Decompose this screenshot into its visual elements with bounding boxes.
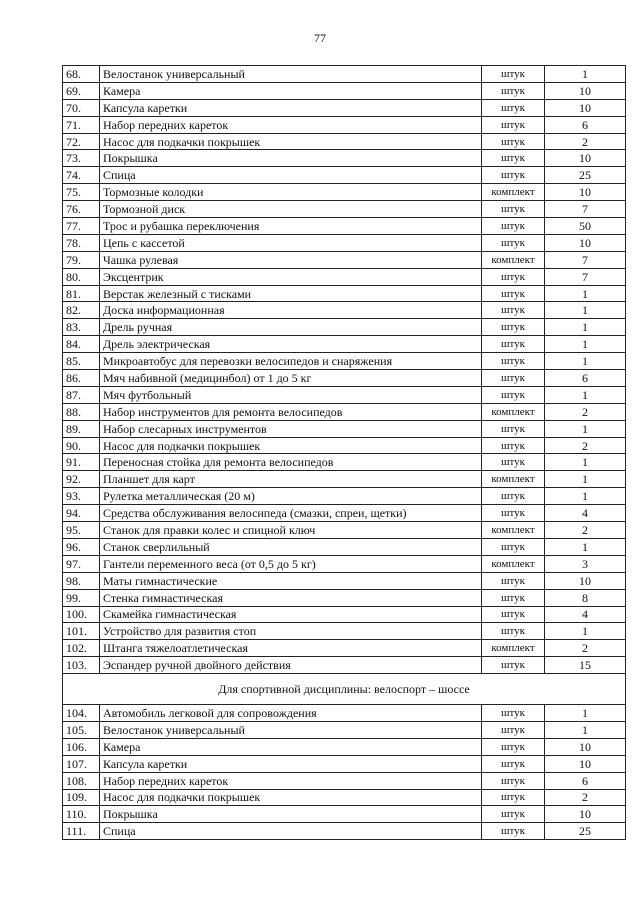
quantity-cell: 3 — [545, 555, 626, 572]
table-row — [63, 572, 626, 589]
item-name: Насос для подкачки покрышек — [100, 133, 482, 150]
row-number: 105. — [63, 721, 100, 738]
row-number: 94. — [63, 505, 100, 522]
row-number: 100. — [63, 606, 100, 623]
table-row — [63, 823, 626, 840]
table-row — [63, 116, 626, 133]
table-row — [63, 420, 626, 437]
quantity-cell: 7 — [545, 251, 626, 268]
table-row — [63, 99, 626, 116]
table-row — [63, 721, 626, 738]
unit-cell: штук — [482, 302, 545, 319]
row-number: 71. — [63, 116, 100, 133]
table-body-after — [63, 705, 626, 840]
item-name: Покрышка — [100, 150, 482, 167]
quantity-cell: 15 — [545, 657, 626, 674]
item-name: Насос для подкачки покрышек — [100, 437, 482, 454]
quantity-cell: 10 — [545, 572, 626, 589]
table-row — [63, 319, 626, 336]
row-number: 76. — [63, 201, 100, 218]
unit-cell: штук — [482, 167, 545, 184]
table-row — [63, 755, 626, 772]
row-number: 104. — [63, 705, 100, 722]
unit-cell: штук — [482, 150, 545, 167]
unit-cell: штук — [482, 66, 545, 83]
unit-cell: штук — [482, 234, 545, 251]
unit-cell: штук — [482, 705, 545, 722]
item-name: Камера — [100, 82, 482, 99]
quantity-cell: 10 — [545, 755, 626, 772]
item-name: Тормозные колодки — [100, 184, 482, 201]
row-number: 72. — [63, 133, 100, 150]
quantity-cell: 1 — [545, 66, 626, 83]
item-name: Рулетка металлическая (20 м) — [100, 488, 482, 505]
item-name: Набор передних кареток — [100, 772, 482, 789]
item-name: Автомобиль легковой для сопровождения — [100, 705, 482, 722]
unit-cell: штук — [482, 772, 545, 789]
table-row — [63, 251, 626, 268]
quantity-cell: 1 — [545, 705, 626, 722]
unit-cell: штук — [482, 806, 545, 823]
unit-cell: штук — [482, 823, 545, 840]
section-heading-body — [63, 674, 626, 705]
quantity-cell: 1 — [545, 420, 626, 437]
table-row — [63, 806, 626, 823]
item-name: Штанга тяжелоатлетическая — [100, 640, 482, 657]
table-row — [63, 705, 626, 722]
quantity-cell: 25 — [545, 167, 626, 184]
row-number: 80. — [63, 268, 100, 285]
quantity-cell: 2 — [545, 133, 626, 150]
quantity-cell: 2 — [545, 403, 626, 420]
quantity-cell: 1 — [545, 488, 626, 505]
unit-cell: штук — [482, 538, 545, 555]
item-name: Камера — [100, 738, 482, 755]
quantity-cell: 10 — [545, 82, 626, 99]
table-row — [63, 218, 626, 235]
unit-cell: штук — [482, 82, 545, 99]
row-number: 79. — [63, 251, 100, 268]
unit-cell: штук — [482, 285, 545, 302]
item-name: Планшет для карт — [100, 471, 482, 488]
unit-cell: штук — [482, 606, 545, 623]
table-row — [63, 370, 626, 387]
item-name: Мяч набивной (медицинбол) от 1 до 5 кг — [100, 370, 482, 387]
table-row — [63, 268, 626, 285]
row-number: 93. — [63, 488, 100, 505]
item-name: Капсула каретки — [100, 755, 482, 772]
unit-cell: комплект — [482, 471, 545, 488]
table-row — [63, 437, 626, 454]
quantity-cell: 6 — [545, 370, 626, 387]
unit-cell: комплект — [482, 184, 545, 201]
row-number: 86. — [63, 370, 100, 387]
quantity-cell: 2 — [545, 789, 626, 806]
unit-cell: штук — [482, 589, 545, 606]
table-row — [63, 285, 626, 302]
item-name: Чашка рулевая — [100, 251, 482, 268]
row-number: 107. — [63, 755, 100, 772]
table-row — [63, 184, 626, 201]
quantity-cell: 10 — [545, 806, 626, 823]
table-row — [63, 201, 626, 218]
table-row — [63, 538, 626, 555]
quantity-cell: 1 — [545, 285, 626, 302]
item-name: Доска информационная — [100, 302, 482, 319]
item-name: Средства обслуживания велосипеда (смазки, спреи, щетки) — [100, 505, 482, 522]
quantity-cell: 1 — [545, 319, 626, 336]
table-row — [63, 66, 626, 83]
item-name: Спица — [100, 823, 482, 840]
row-number: 91. — [63, 454, 100, 471]
table-row — [63, 488, 626, 505]
item-name: Спица — [100, 167, 482, 184]
unit-cell: штук — [482, 488, 545, 505]
table-row — [63, 403, 626, 420]
quantity-cell: 1 — [545, 538, 626, 555]
item-name: Набор инструментов для ремонта велосипедов — [100, 403, 482, 420]
item-name: Эксцентрик — [100, 268, 482, 285]
quantity-cell: 1 — [545, 623, 626, 640]
unit-cell: комплект — [482, 555, 545, 572]
unit-cell: комплект — [482, 251, 545, 268]
table-row — [63, 606, 626, 623]
unit-cell: комплект — [482, 522, 545, 539]
row-number: 99. — [63, 589, 100, 606]
quantity-cell: 1 — [545, 471, 626, 488]
equipment-table — [62, 65, 626, 840]
row-number: 110. — [63, 806, 100, 823]
item-name: Эспандер ручной двойного действия — [100, 657, 482, 674]
unit-cell: штук — [482, 420, 545, 437]
quantity-cell: 2 — [545, 522, 626, 539]
quantity-cell: 10 — [545, 150, 626, 167]
quantity-cell: 6 — [545, 116, 626, 133]
unit-cell: штук — [482, 623, 545, 640]
row-number: 74. — [63, 167, 100, 184]
section-heading-row — [63, 674, 626, 705]
unit-cell: штук — [482, 657, 545, 674]
row-number: 89. — [63, 420, 100, 437]
table-row — [63, 738, 626, 755]
quantity-cell: 7 — [545, 268, 626, 285]
quantity-cell: 8 — [545, 589, 626, 606]
row-number: 88. — [63, 403, 100, 420]
quantity-cell: 7 — [545, 201, 626, 218]
unit-cell: штук — [482, 437, 545, 454]
row-number: 70. — [63, 99, 100, 116]
quantity-cell: 10 — [545, 738, 626, 755]
item-name: Набор передних кареток — [100, 116, 482, 133]
item-name: Велостанок универсальный — [100, 721, 482, 738]
table-row — [63, 234, 626, 251]
quantity-cell: 50 — [545, 218, 626, 235]
item-name: Станок сверлильный — [100, 538, 482, 555]
row-number: 106. — [63, 738, 100, 755]
row-number: 90. — [63, 437, 100, 454]
table-row — [63, 386, 626, 403]
item-name: Велостанок универсальный — [100, 66, 482, 83]
row-number: 85. — [63, 353, 100, 370]
section-heading: Для спортивной дисциплины: велоспорт – шоссе — [63, 674, 626, 705]
table-row — [63, 505, 626, 522]
row-number: 97. — [63, 555, 100, 572]
table-row — [63, 133, 626, 150]
row-number: 98. — [63, 572, 100, 589]
unit-cell: комплект — [482, 403, 545, 420]
quantity-cell: 10 — [545, 99, 626, 116]
row-number: 83. — [63, 319, 100, 336]
table-row — [63, 623, 626, 640]
row-number: 78. — [63, 234, 100, 251]
table-row — [63, 167, 626, 184]
quantity-cell: 1 — [545, 353, 626, 370]
item-name: Трос и рубашка переключения — [100, 218, 482, 235]
unit-cell: штук — [482, 201, 545, 218]
row-number: 75. — [63, 184, 100, 201]
row-number: 77. — [63, 218, 100, 235]
quantity-cell: 2 — [545, 640, 626, 657]
quantity-cell: 1 — [545, 454, 626, 471]
table-row — [63, 454, 626, 471]
table-row — [63, 589, 626, 606]
unit-cell: штук — [482, 336, 545, 353]
quantity-cell: 4 — [545, 505, 626, 522]
unit-cell: штук — [482, 268, 545, 285]
row-number: 69. — [63, 82, 100, 99]
row-number: 81. — [63, 285, 100, 302]
item-name: Станок для правки колес и спицной ключ — [100, 522, 482, 539]
unit-cell: штук — [482, 789, 545, 806]
table-row — [63, 555, 626, 572]
item-name: Дрель ручная — [100, 319, 482, 336]
table-row — [63, 657, 626, 674]
table-row — [63, 353, 626, 370]
item-name: Устройство для развития стоп — [100, 623, 482, 640]
unit-cell: штук — [482, 218, 545, 235]
table-row — [63, 150, 626, 167]
item-name: Насос для подкачки покрышек — [100, 789, 482, 806]
quantity-cell: 1 — [545, 721, 626, 738]
row-number: 73. — [63, 150, 100, 167]
unit-cell: штук — [482, 738, 545, 755]
unit-cell: штук — [482, 319, 545, 336]
quantity-cell: 4 — [545, 606, 626, 623]
item-name: Скамейка гимнастическая — [100, 606, 482, 623]
item-name: Тормозной диск — [100, 201, 482, 218]
item-name: Мяч футбольный — [100, 386, 482, 403]
row-number: 101. — [63, 623, 100, 640]
quantity-cell: 6 — [545, 772, 626, 789]
item-name: Микроавтобус для перевозки велосипедов и снаряжения — [100, 353, 482, 370]
row-number: 108. — [63, 772, 100, 789]
item-name: Цепь с кассетой — [100, 234, 482, 251]
item-name: Стенка гимнастическая — [100, 589, 482, 606]
unit-cell: штук — [482, 99, 545, 116]
unit-cell: штук — [482, 755, 545, 772]
quantity-cell: 10 — [545, 184, 626, 201]
row-number: 103. — [63, 657, 100, 674]
table-row — [63, 302, 626, 319]
item-name: Капсула каретки — [100, 99, 482, 116]
table-row — [63, 336, 626, 353]
unit-cell: штук — [482, 721, 545, 738]
table-body-before — [63, 66, 626, 674]
table-row — [63, 522, 626, 539]
page-number: 77 — [314, 31, 326, 45]
quantity-cell: 25 — [545, 823, 626, 840]
row-number: 109. — [63, 789, 100, 806]
table-row — [63, 772, 626, 789]
quantity-cell: 1 — [545, 302, 626, 319]
item-name: Гантели переменного веса (от 0,5 до 5 кг) — [100, 555, 482, 572]
row-number: 111. — [63, 823, 100, 840]
row-number: 68. — [63, 66, 100, 83]
quantity-cell: 2 — [545, 437, 626, 454]
item-name: Маты гимнастические — [100, 572, 482, 589]
unit-cell: штук — [482, 133, 545, 150]
item-name: Набор слесарных инструментов — [100, 420, 482, 437]
unit-cell: штук — [482, 353, 545, 370]
unit-cell: штук — [482, 505, 545, 522]
item-name: Верстак железный с тисками — [100, 285, 482, 302]
unit-cell: штук — [482, 116, 545, 133]
unit-cell: комплект — [482, 640, 545, 657]
table-row — [63, 471, 626, 488]
quantity-cell: 1 — [545, 336, 626, 353]
unit-cell: штук — [482, 454, 545, 471]
table-row — [63, 789, 626, 806]
row-number: 82. — [63, 302, 100, 319]
row-number: 92. — [63, 471, 100, 488]
unit-cell: штук — [482, 572, 545, 589]
row-number: 96. — [63, 538, 100, 555]
unit-cell: штук — [482, 386, 545, 403]
row-number: 84. — [63, 336, 100, 353]
table-row — [63, 640, 626, 657]
item-name: Переносная стойка для ремонта велосипедов — [100, 454, 482, 471]
quantity-cell: 10 — [545, 234, 626, 251]
row-number: 87. — [63, 386, 100, 403]
row-number: 95. — [63, 522, 100, 539]
quantity-cell: 1 — [545, 386, 626, 403]
unit-cell: штук — [482, 370, 545, 387]
item-name: Дрель электрическая — [100, 336, 482, 353]
item-name: Покрышка — [100, 806, 482, 823]
table-row — [63, 82, 626, 99]
row-number: 102. — [63, 640, 100, 657]
